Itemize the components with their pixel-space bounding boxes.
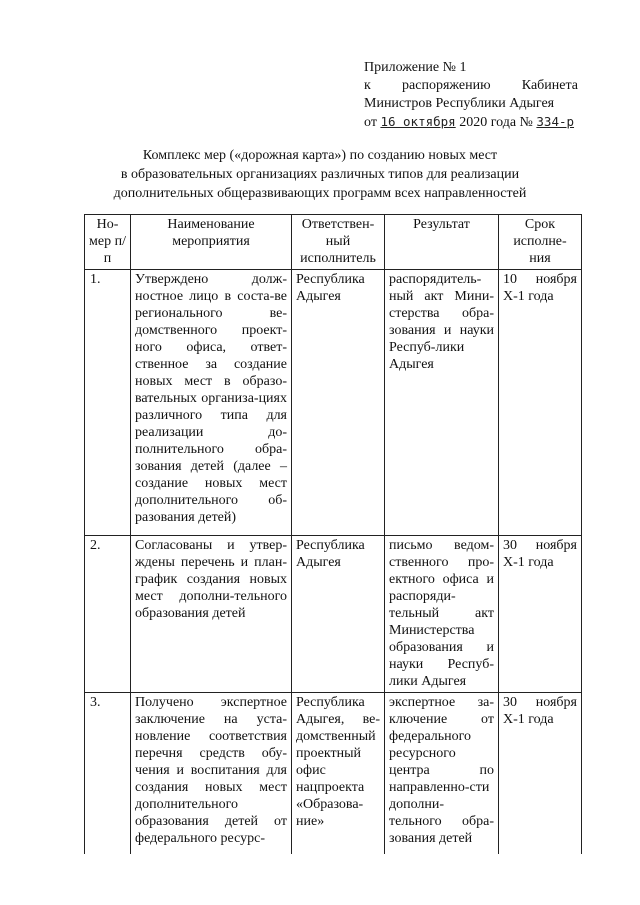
appendix-year: 2020 года № bbox=[459, 115, 533, 130]
row-name: Согласованы и утвер-ждены перечень и план-график создания новых мест дополни-тельного образования детей bbox=[131, 536, 292, 693]
appendix-from: от bbox=[364, 115, 377, 130]
appendix-k: к bbox=[364, 78, 371, 93]
appendix-ministers-line: Министров Республики Адыгея bbox=[364, 96, 555, 111]
row-executor: Республика Адыгея bbox=[292, 270, 385, 536]
header-number: Но-мер п/п bbox=[85, 215, 131, 270]
row-name: Утверждено долж-ностное лицо в соста-ве регионального ве-домственного проект-ного офиса, ответ-ственное за создание новых мест в образо-вательных организа-циях различного типа для реализации до-полнительного обра-зования детей (далее – создание новых мест дополнительного об-разования детей) bbox=[131, 270, 292, 536]
row-number: 2. bbox=[85, 536, 131, 693]
row-executor: Республика Адыгея, ве-домственный проектный офис нацпроекта «Образова-ние» bbox=[292, 693, 385, 855]
row-result: распорядитель-ный акт Мини-стерства обра-зования и науки Респуб-лики Адыгея bbox=[385, 270, 499, 536]
appendix-number: Приложение № 1 bbox=[364, 60, 467, 75]
measures-table bbox=[84, 214, 582, 854]
title-line-1: Комплекс мер («дорожная карта») по созданию новых мест bbox=[142, 148, 498, 163]
header-result: Результат bbox=[385, 215, 499, 270]
appendix-block bbox=[364, 59, 578, 132]
header-name: Наименование мероприятия bbox=[131, 215, 292, 270]
row-deadline: 10 ноября Х-1 года bbox=[499, 270, 582, 536]
table-header-row bbox=[85, 215, 582, 270]
row-number: 3. bbox=[85, 693, 131, 855]
appendix-date: 16 октября bbox=[380, 114, 456, 129]
appendix-cabinet-word: Кабинета bbox=[521, 78, 578, 93]
table-row bbox=[85, 536, 582, 693]
appendix-order-word: распоряжению bbox=[402, 78, 491, 93]
appendix-date-line bbox=[364, 113, 578, 132]
document-title bbox=[90, 146, 550, 203]
row-number: 1. bbox=[85, 270, 131, 536]
table-row bbox=[85, 270, 582, 536]
header-deadline: Срок исполне-ния bbox=[499, 215, 582, 270]
row-result: экспертное за-ключение от федерального ресурсного центра по направленно-сти дополни-тельного обра-зования детей bbox=[385, 693, 499, 855]
title-line-3: дополнительных общеразвивающих программ всех направленностей bbox=[113, 186, 527, 201]
title-line-2: в образовательных организациях различных типов для реализации bbox=[120, 167, 520, 182]
row-deadline: 30 ноября Х-1 года bbox=[499, 693, 582, 855]
header-executor: Ответствен-ный исполнитель bbox=[292, 215, 385, 270]
row-deadline: 30 ноября Х-1 года bbox=[499, 536, 582, 693]
row-name: Получено экспертное заключение на уста-новление соответствия перечня средств обу-чения и воспитания для создания новых мест дополнительного образования детей от федерального ресурс- bbox=[131, 693, 292, 855]
appendix-order-line bbox=[364, 77, 578, 95]
appendix-order-number: 334-р bbox=[536, 114, 575, 129]
table-row bbox=[85, 693, 582, 855]
row-result: письмо ведом-ственного про-ектного офиса и распоряди-тельный акт Министерства образования и науки Респуб-лики Адыгея bbox=[385, 536, 499, 693]
row-executor: Республика Адыгея bbox=[292, 536, 385, 693]
